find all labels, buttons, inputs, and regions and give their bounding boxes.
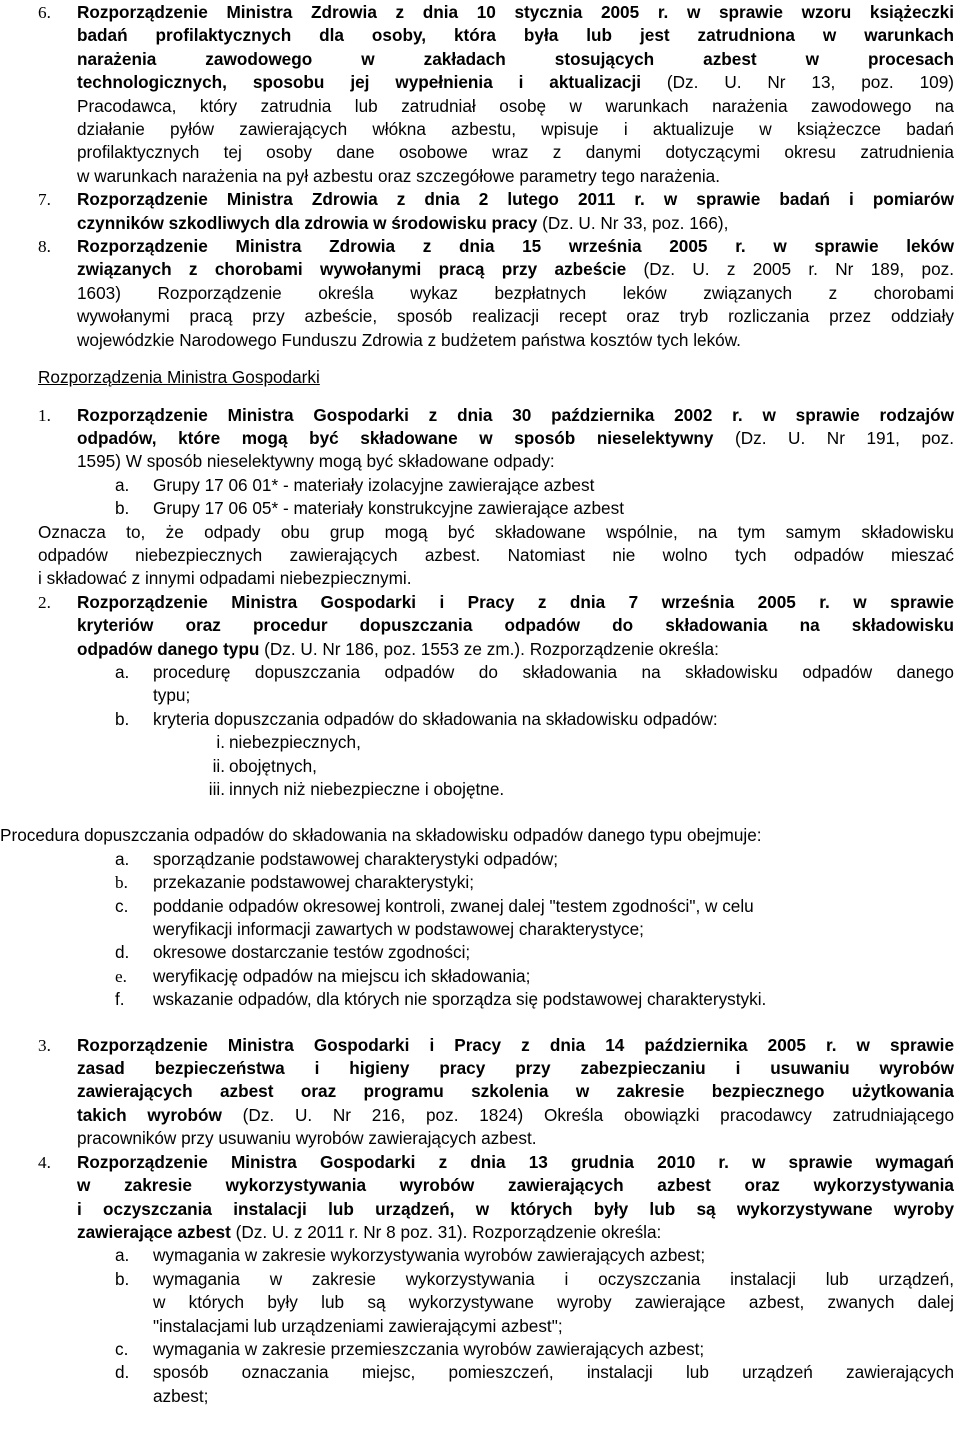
item-title-line: takich wyrobów [77, 1104, 222, 1125]
item-number: 1. [38, 405, 51, 425]
sub-sub-item [0, 778, 960, 801]
item-title-line: Rozporządzenie Ministra Gospodarki i Pracy z dnia 7 września 2005 r. w sprawie [77, 591, 954, 612]
item-title-line: czynników szkodliwych dla zdrowia w środowisku pracy [77, 212, 538, 233]
procedure-intro: Procedura dopuszczania odpadów do składowania na składowisku odpadów danego typu obejmuje: [0, 825, 762, 846]
item-text-line: profilaktycznych tej osoby dane osobowe wraz z danymi dotyczącymi okresu zatrudnienia [77, 142, 954, 163]
sub-item [0, 497, 960, 520]
list-item-g4 [0, 1151, 960, 1245]
item-citation: (Dz. U. z 2005 r. Nr 189, poz. [626, 259, 954, 280]
procedure-item-text: weryfikacji informacji zawartych w podstawowej charakterystyce; [153, 919, 644, 940]
item-title-line: zawierające azbest [77, 1221, 231, 1242]
paragraph [0, 521, 960, 591]
sub-item [0, 474, 960, 497]
sub-item [0, 1244, 960, 1267]
list-item-g3 [0, 1034, 960, 1151]
item-title-line: Rozporządzenie Ministra Gospodarki z dnia 30 października 2002 r. w sprawie rodzajów [77, 404, 954, 425]
procedure-item [0, 871, 960, 894]
procedure-item-label: c. [115, 895, 129, 916]
item-text-line: 1603) Rozporządzenie określa wykaz bezpłatnych leków związanych z chorobami [77, 282, 954, 303]
paragraph-line: Oznacza to, że odpady obu grup mogą być składowane wspólnie, na tym samym składowisku [38, 521, 954, 542]
sub-item-text: Grupy 17 06 01* - materiały izolacyjne zawierające azbest [153, 474, 595, 495]
item-title-line: w zakresie wykorzystywania wyrobów zawierających azbest oraz wykorzystywania [77, 1175, 954, 1196]
sub-item-label: a. [115, 661, 130, 682]
procedure-item [0, 895, 960, 942]
item-number: 6. [38, 3, 51, 22]
sub-sub-item-text: obojętnych, [229, 755, 317, 776]
item-number: 8. [38, 237, 51, 257]
item-citation: (Dz. U. Nr 33, poz. 166), [537, 212, 729, 233]
procedure-item-text: wskazanie odpadów, dla których nie sporządza się podstawowej charakterystyki. [153, 989, 767, 1010]
item-number: 7. [38, 190, 51, 210]
item-text-line: wojewódzkie Narodowego Funduszu Zdrowia z budżetem państwa kosztów tych leków. [77, 329, 741, 350]
sub-item-label: c. [115, 1338, 129, 1359]
sub-sub-item-label: ii. [212, 755, 225, 776]
item-title-line: Rozporządzenie Ministra Zdrowia z dnia 2 lutego 2011 r. w sprawie badań i pomiarów [77, 189, 954, 210]
item-number: 3. [38, 1035, 51, 1055]
item-title-line: badań profilaktycznych dla osoby, która była lub jest zatrudniona w warunkach [77, 25, 954, 46]
item-title-line: odpadów, które mogą być składowane w sposób nieselektywny [77, 427, 714, 448]
sub-sub-item-text: niebezpiecznych, [229, 732, 361, 753]
sub-item [0, 661, 960, 708]
item-text-line: w warunkach narażenia na pył azbestu oraz szczegółowe parametry tego narażenia. [77, 165, 720, 186]
item-title-line: technologicznych, sposobu jej wypełnienia i aktualizacji [77, 72, 642, 93]
sub-item-text: procedurę dopuszczania odpadów do składowania na składowisku odpadów danego [153, 661, 954, 682]
procedure-item-label: d. [115, 942, 130, 963]
item-citation: (Dz. U. Nr 186, poz. 1553 ze zm.). Rozporządzenie określa: [259, 638, 719, 659]
procedure-item-label: a. [115, 848, 130, 869]
procedure-item-text: weryfikację odpadów na miejscu ich składowania; [153, 965, 531, 986]
item-title-line: Rozporządzenie Ministra Zdrowia z dnia 15 września 2005 r. w sprawie leków [77, 236, 954, 257]
sub-item [0, 1338, 960, 1361]
item-citation: (Dz. U. Nr 216, poz. 1824) Określa obowiązki pracodawcy zatrudniającego [221, 1104, 954, 1125]
procedure-item [0, 988, 960, 1011]
item-text-line: Pracodawca, który zatrudnia lub zatrudniał osobę w warunkach narażenia zawodowego na [77, 95, 954, 116]
procedure-item-label: b. [115, 873, 128, 893]
list-item-8 [0, 235, 960, 352]
item-title-line: Rozporządzenie Ministra Zdrowia z dnia 10 stycznia 2005 r. w sprawie wzoru książeczki [77, 2, 954, 22]
sub-item-text: wymagania w zakresie wykorzystywania wyrobów zawierających azbest; [153, 1245, 706, 1266]
sub-item [0, 1268, 960, 1338]
item-title-line: odpadów danego typu [77, 638, 260, 659]
sub-item-text: typu; [153, 685, 191, 706]
procedure-item [0, 848, 960, 871]
item-title-line: i oczyszczania instalacji lub urządzeń, w których były lub są wykorzystywane wyroby [77, 1198, 954, 1219]
procedure-item [0, 965, 960, 988]
sub-item-text: azbest; [153, 1385, 209, 1406]
paragraph-line: odpadów niebezpiecznych zawierających azbest. Natomiast nie wolno tych odpadów mieszać [38, 544, 954, 565]
item-title-line: związanych z chorobami wywołanymi pracą przy azbeście [77, 259, 627, 280]
item-text-line: 1595) W sposób nieselektywny mogą być składowane odpady: [77, 451, 555, 472]
sub-item-label: d. [115, 1362, 130, 1383]
sub-item-text: kryteria dopuszczania odpadów do składowania na składowisku odpadów: [153, 708, 718, 729]
item-title-line: Rozporządzenie Ministra Gospodarki i Pracy z dnia 14 października 2005 r. w sprawie [77, 1034, 954, 1055]
procedure-item [0, 941, 960, 964]
sub-sub-item-text: innych niż niebezpieczne i obojętne. [229, 779, 505, 799]
item-title-line: Rozporządzenie Ministra Gospodarki z dnia 13 grudnia 2010 r. w sprawie wymagań [77, 1151, 954, 1172]
sub-item-label: a. [115, 474, 130, 495]
sub-item [0, 1361, 960, 1408]
sub-sub-item-label: i. [216, 732, 225, 753]
sub-sub-item [0, 731, 960, 754]
list-item-g1 [0, 404, 960, 474]
sub-item [0, 708, 960, 731]
sub-item-text: w których były lub są wykorzystywane wyroby zawierające azbest, zwanych dalej [153, 1292, 954, 1313]
item-title-line: zawierających azbest oraz programu szkolenia w zakresie bezpiecznego użytkowania [77, 1081, 954, 1102]
item-text-line: wywołanymi pracą przy azbeście, sposób realizacji recept oraz tryb rozliczania przez oddziały [77, 306, 954, 327]
sub-item-text: sposób oznaczania miejsc, pomieszczeń, instalacji lub urządzeń zawierających [153, 1362, 954, 1383]
sub-sub-item [0, 755, 960, 778]
procedure-item-text: okresowe dostarczanie testów zgodności; [153, 942, 471, 963]
section-heading: Rozporządzenia Ministra Gospodarki [38, 367, 320, 388]
procedure-item-label: e. [115, 966, 127, 986]
sub-item-label: b. [115, 708, 130, 729]
sub-item-text: Grupy 17 06 05* - materiały konstrukcyjne zawierające azbest [153, 498, 624, 519]
item-text-line: pracowników przy usuwaniu wyrobów zawierających azbest. [77, 1128, 537, 1149]
item-citation: (Dz. U. Nr 191, poz. [713, 427, 954, 448]
sub-sub-item-label: iii. [208, 779, 225, 799]
item-title-line: kryteriów oraz procedur dopuszczania odpadów do składowania na składowisku [77, 615, 954, 636]
procedure-item-text: sporządzanie podstawowej charakterystyki odpadów; [153, 848, 559, 869]
procedure-item-text: przekazanie podstawowej charakterystyki; [153, 872, 474, 893]
list-item-g2 [0, 591, 960, 661]
procedure-item-text: poddanie odpadów okresowej kontroli, zwanej dalej "testem zgodności", w celu [153, 895, 754, 916]
item-title-line: narażenia zawodowego w zakładach stosujących azbest w procesach [77, 48, 954, 69]
list-item-6 [0, 1, 960, 188]
sub-item-label: b. [115, 1268, 130, 1289]
procedure-item-label: f. [115, 989, 125, 1010]
list-item-7 [0, 188, 960, 235]
sub-item-text: wymagania w zakresie wykorzystywania i oczyszczania instalacji lub urządzeń, [153, 1268, 954, 1289]
sub-item-label: b. [115, 498, 130, 519]
item-number: 4. [38, 1152, 51, 1172]
sub-item-label: a. [115, 1245, 130, 1266]
item-citation: (Dz. U. z 2011 r. Nr 8 poz. 31). Rozporządzenie określa: [230, 1221, 662, 1242]
item-citation: (Dz. U. Nr 13, poz. 109) [641, 72, 954, 93]
item-text-line: działanie pyłów zawierających włókna azbestu, wpisuje i aktualizuje w książeczce badań [77, 119, 954, 140]
item-title-line: zasad bezpieczeństwa i higieny pracy przy zabezpieczaniu i usuwaniu wyrobów [77, 1058, 954, 1079]
paragraph-line: i składować z innymi odpadami niebezpiecznymi. [38, 568, 412, 589]
sub-item-text: wymagania w zakresie przemieszczania wyrobów zawierających azbest; [153, 1338, 705, 1359]
item-number: 2. [38, 592, 51, 612]
sub-item-text: "instalacjami lub urządzeniami zawierającymi azbest"; [153, 1315, 563, 1336]
